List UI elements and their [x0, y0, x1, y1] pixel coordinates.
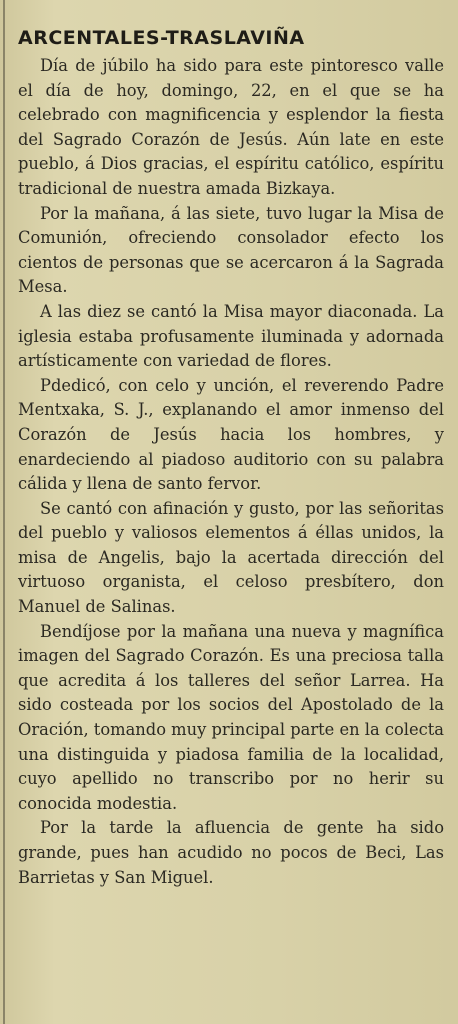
paragraph-2: Por la mañana, á las siete, tuvo lugar la Misa de Comunión, ofreciendo consolador efecto los cientos de personas que se acercaron á la Sagrada Mesa. — [18, 203, 444, 297]
paragraph-3: A las diez se cantó la Misa mayor diaconada. La iglesia estaba profusamente iluminada y adornada artísticamente con variedad de flores. — [18, 301, 444, 371]
paragraph-6: Bendíjose por la mañana una nueva y magnífica imagen del Sagrado Corazón. Es una preciosa talla que acredita á los talleres del señor Larrea. Ha sido costeada por los socios del Apostolado de la Oración, tomando muy principal parte en la colecta una distinguida y piadosa familia de la localidad, cuyo apellido no transcribo por no herir su conocida modestia. — [18, 621, 444, 813]
paragraph-7: Por la tarde la afluencia de gente ha sido grande, pues han acudido no pocos de Beci, Las Barrietas y San Miguel. — [18, 818, 444, 887]
article-headline: ARCENTALES-TRASLAVIÑA — [18, 27, 305, 49]
paragraph-5: Se cantó con afinación y gusto, por las señoritas del pueblo y valiosos elementos á éllas unidos, la misa de Angelis, bajo la acertada dirección del virtuoso organista, el celoso presbítero, don Manuel de Salinas. — [18, 498, 444, 617]
paragraph-1: Día de júbilo ha sido para este pintoresco valle el día de hoy, domingo, 22, en el que se ha celebrado con magnificencia y esplendor la fiesta del Sagrado Corazón de Jesús. Aún late en este pueblo, á Dios gracias, el espíritu católico, espíritu tradicional de nuestra amada Bizkaya. — [18, 56, 444, 198]
article — [18, 26, 444, 890]
column-rule — [3, 0, 5, 1024]
paragraph-4: Pdedicó, con celo y unción, el reverendo Padre Mentxaka, S. J., explanando el amor inmenso del Corazón de Jesús hacia los hombres, y enardeciendo al piadoso auditorio con su palabra cálida y llena de santo fervor. — [18, 375, 444, 494]
